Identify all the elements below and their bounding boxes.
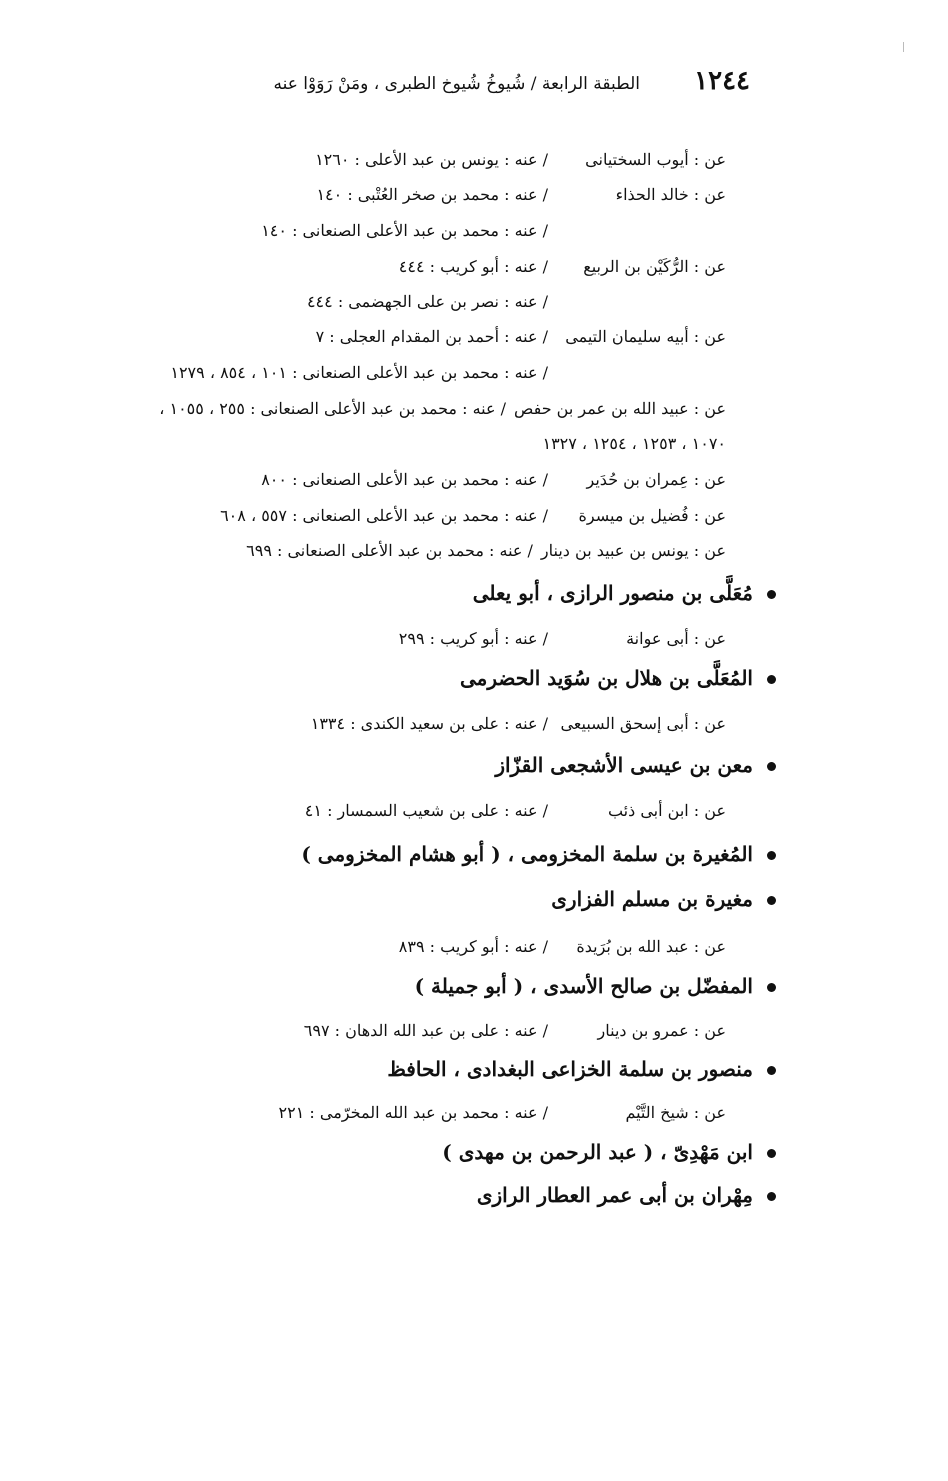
narrator-name: منصور بن سلمة الخزاعى البغدادى ، الحافظ bbox=[387, 1057, 753, 1081]
list-item bbox=[261, 220, 726, 242]
list-item bbox=[304, 1020, 726, 1042]
from-text: عن : الرُّكَيْن بن الربيع bbox=[583, 257, 726, 276]
page-header bbox=[250, 66, 750, 106]
from-text: عن : أبيه سليمان التيمى bbox=[565, 327, 726, 346]
from-text: عن : عِمران بن حُدَير bbox=[586, 470, 726, 489]
from-text: عن : ابن أبى ذئب bbox=[607, 801, 726, 820]
list-item bbox=[220, 505, 726, 527]
to-text: ١٠٧٠ ، ١٢٥٣ ، ١٢٥٤ ، ١٣٢٧ bbox=[542, 434, 726, 453]
narrator-heading bbox=[477, 1182, 776, 1208]
from-text: عن : عبد الله بن بُرَيدة bbox=[576, 937, 726, 956]
bullet-icon bbox=[767, 851, 776, 860]
from-text: عن : عمرو بن دينار bbox=[597, 1021, 726, 1040]
narrator-name: المفضّل بن صالح الأسدى ، ( أبو جميلة ) bbox=[414, 974, 753, 998]
from-text: عن : أبى إسحق السبيعى bbox=[560, 714, 726, 733]
from-text: عن : شيخ التَّيْم bbox=[625, 1103, 726, 1122]
to-text: / عنه : محمد بن عبد الأعلى الصنعانى : ٢٥٥ ، ١٠٥٥ ، bbox=[159, 399, 506, 418]
bullet-icon bbox=[767, 896, 776, 905]
list-item bbox=[542, 433, 726, 455]
bullet-icon bbox=[767, 762, 776, 771]
narrator-heading bbox=[301, 841, 776, 867]
to-text: / عنه : محمد بن عبد الأعلى الصنعانى : ٦٩٩ bbox=[246, 541, 533, 560]
narrator-heading bbox=[495, 752, 776, 778]
from-text: عن : عبيد الله بن عمر بن حفص bbox=[514, 399, 726, 418]
list-item bbox=[316, 326, 726, 348]
to-text: / عنه : محمد بن عبد الأعلى الصنعانى : ١٤٠ bbox=[261, 221, 548, 240]
narrator-heading bbox=[473, 580, 776, 606]
page-number: ١٢٤٤ bbox=[694, 66, 750, 96]
to-text: / عنه : محمد بن عبد الأعلى الصنعانى : ٥٥٧ ، ٦٠٨ bbox=[220, 506, 548, 525]
bullet-icon bbox=[767, 590, 776, 599]
bullet-icon bbox=[767, 1192, 776, 1201]
narrator-name: مغيرة بن مسلم الفزارى bbox=[551, 887, 753, 911]
bullet-icon bbox=[767, 675, 776, 684]
list-item bbox=[170, 362, 726, 384]
to-text: / عنه : محمد بن صخر العُتْبى : ١٤٠ bbox=[316, 185, 548, 204]
from-text: عن : يونس بن عبيد بن دينار bbox=[540, 541, 726, 560]
narrator-name: مُعَلَّى بن منصور الرازى ، أبو يعلى bbox=[472, 581, 753, 605]
bullet-icon bbox=[767, 1149, 776, 1158]
list-item bbox=[307, 291, 726, 313]
running-head: الطبقة الرابعة / شُيوخُ شُيوخ الطبرى ، ومَنْ رَوَوْا عنه bbox=[273, 74, 640, 94]
from-text: عن : أبى عوانة bbox=[626, 629, 726, 648]
to-text: / عنه : محمد بن عبد الأعلى الصنعانى : ١٠١ ، ٨٥٤ ، ١٢٧٩ bbox=[170, 363, 548, 382]
list-item bbox=[246, 540, 726, 562]
to-text: / عنه : على بن سعيد الكندى : ١٣٣٤ bbox=[310, 714, 548, 733]
from-text: عن : أيوب السختيانى bbox=[585, 150, 726, 169]
narrator-name: مِهْران بن أبى عمر العطار الرازى bbox=[476, 1183, 753, 1207]
narrator-heading bbox=[415, 973, 776, 999]
list-item bbox=[311, 713, 726, 735]
list-item bbox=[399, 628, 726, 650]
list-item bbox=[279, 1102, 726, 1124]
narrator-name: ابن مَهْدِىّ ، ( عبد الرحمن بن مهدى ) bbox=[442, 1140, 753, 1164]
from-text: عن : فُضيل بن ميسرة bbox=[578, 506, 726, 525]
list-item bbox=[399, 936, 726, 958]
to-text: / عنه : محمد بن عبد الله المخرّمى : ٢٢١ bbox=[278, 1103, 548, 1122]
to-text: / عنه : على بن شعيب السمسار : ٤١ bbox=[304, 801, 548, 820]
list-item bbox=[315, 149, 726, 171]
to-text: / عنه : يونس بن عبد الأعلى : ١٢٦٠ bbox=[315, 150, 548, 169]
narrator-name: المُغيرة بن سلمة المخزومى ، ( أبو هشام المخزومى ) bbox=[301, 842, 753, 866]
narrator-heading bbox=[551, 886, 776, 912]
list-item bbox=[316, 184, 726, 206]
to-text: / عنه : نصر بن على الجهضمى : ٤٤٤ bbox=[306, 292, 548, 311]
list-item bbox=[159, 398, 726, 420]
narrator-heading bbox=[387, 1056, 776, 1082]
to-text: / عنه : أبو كريب : ٢٩٩ bbox=[398, 629, 548, 648]
to-text: / عنه : أبو كريب : ٨٣٩ bbox=[398, 937, 548, 956]
to-text: / عنه : محمد بن عبد الأعلى الصنعانى : ٨٠٠ bbox=[261, 470, 548, 489]
list-item bbox=[305, 800, 726, 822]
to-text: / عنه : أبو كريب : ٤٤٤ bbox=[398, 257, 548, 276]
to-text: / عنه : أحمد بن المقدام العجلى : ٧ bbox=[315, 327, 548, 346]
list-item bbox=[399, 256, 726, 278]
list-item bbox=[261, 469, 726, 491]
to-text: / عنه : على بن عبد الله الدهان : ٦٩٧ bbox=[303, 1021, 548, 1040]
from-text: عن : خالد الحذاء bbox=[615, 185, 726, 204]
narrator-name: معن بن عيسى الأشجعى القزّاز bbox=[495, 753, 753, 777]
bullet-icon bbox=[767, 983, 776, 992]
narrator-heading bbox=[460, 665, 776, 691]
narrator-heading bbox=[442, 1139, 776, 1165]
narrator-name: المُعَلَّى بن هلال بن سُوَيد الحضرمى bbox=[459, 666, 753, 690]
bullet-icon bbox=[767, 1066, 776, 1075]
margin-mark bbox=[903, 42, 904, 52]
